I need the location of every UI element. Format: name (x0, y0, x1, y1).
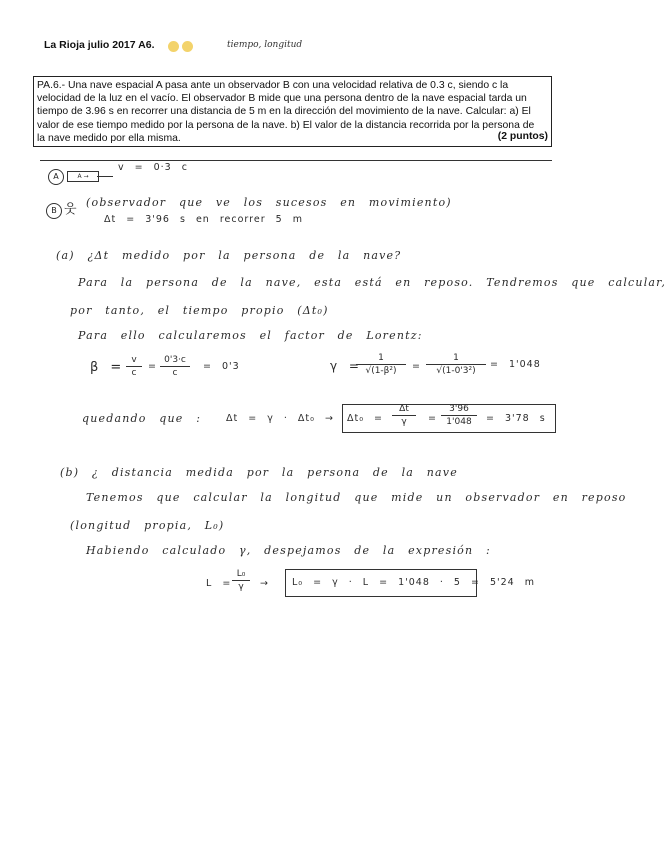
problem-line: tiempo de 3.96 s en recorrer una distancia de 5 m en la dirección del movimiento de la nave. Calcular: a) El (37, 106, 531, 118)
observer-note: (observador que ve los sucesos en movimiento) (86, 196, 452, 209)
highlight-dot-icon (182, 41, 193, 52)
label-a-icon: A (48, 169, 64, 185)
highlight-dot-icon (168, 41, 179, 52)
part-a-line1: Para la persona de la nave, esta está en reposo. Tendremos que calcular, (78, 276, 666, 289)
problem-statement (33, 76, 552, 147)
header-title: La Rioja julio 2017 A6. (44, 39, 155, 51)
part-a-line3: Para ello calcularemos el factor de Lorentz: (78, 329, 423, 342)
spaceship-icon: A → (67, 171, 99, 182)
velocity-value: v = 0·3 c (118, 162, 188, 173)
part-b-question: (b) ¿ distancia medida por la persona de la nave (60, 466, 458, 479)
l-lhs: L = (206, 578, 232, 589)
problem-points: (2 puntos) (497, 130, 548, 142)
label-b-icon: B (46, 203, 62, 219)
part-a-question: (a) ¿Δt medido por la persona de la nave? (56, 249, 402, 262)
velocity-arrow (97, 176, 113, 177)
part-b-line3: Habiendo calculado γ, despejamos de la expresión : (86, 544, 491, 557)
problem-line: valor de ese tiempo medido por la persona de la nave. b) El valor de la distancia recorrida por la persona de (37, 119, 535, 131)
part-b-line1: Tenemos que calcular la longitud que mide un observador en reposo (86, 491, 627, 504)
delta-t-given: Δt = 3'96 s en recorrer 5 m (104, 214, 303, 225)
problem-line: PA.6.- Una nave espacial A pasa ante un observador B con una velocidad relativa de 0.3 c, siendo c la (37, 80, 509, 91)
gamma-value: = 1'048 (490, 359, 541, 370)
problem-line: velocidad de la luz en el vacío. El observador B mide que una persona dentro de la nave espacial tarda un (37, 93, 527, 105)
gamma-lhs: γ = (330, 359, 360, 373)
quedando-text: quedando que : (82, 412, 202, 425)
beta-fraction: $\frac{v}{c}$ (126, 355, 142, 378)
observer-figure-icon: 웃 (64, 202, 77, 217)
implies-arrow: → (260, 578, 269, 589)
l-fraction: $\frac{\text{L₀}}{\gamma}$ (232, 569, 250, 592)
beta-value: = 0'3 (203, 361, 240, 372)
problem-line: la nave medido por ella misma. (37, 132, 181, 144)
header-note: tiempo, longitud (227, 40, 303, 50)
gamma-fraction-2: $\frac{1}{\text{√(1-0'3²)}}$ (426, 353, 486, 376)
t0-lhs: Δt₀ = (347, 413, 384, 424)
t0-fraction-2: $\frac{3'96}{1'048}$ (441, 404, 477, 427)
beta-fraction-2: $\frac{0'3\cdot c}{c}$ (160, 355, 190, 378)
relation: Δt = γ · Δt₀ → (226, 413, 334, 424)
l0-expression: L₀ = γ · L = 1'048 · 5 = 5'24 m (292, 577, 535, 588)
part-a-line2: por tanto, el tiempo propio (Δt₀) (70, 304, 329, 317)
part-b-line2: (longitud propia, L₀) (70, 519, 225, 532)
separator-line (40, 160, 552, 161)
beta-lhs: β = (90, 360, 123, 375)
t0-fraction: $\frac{\Delta t}{\gamma}$ (392, 404, 416, 427)
gamma-fraction: $\frac{1}{\text{√(1-β²)}}$ (356, 353, 406, 376)
t0-value: = 3'78 s (486, 413, 546, 424)
